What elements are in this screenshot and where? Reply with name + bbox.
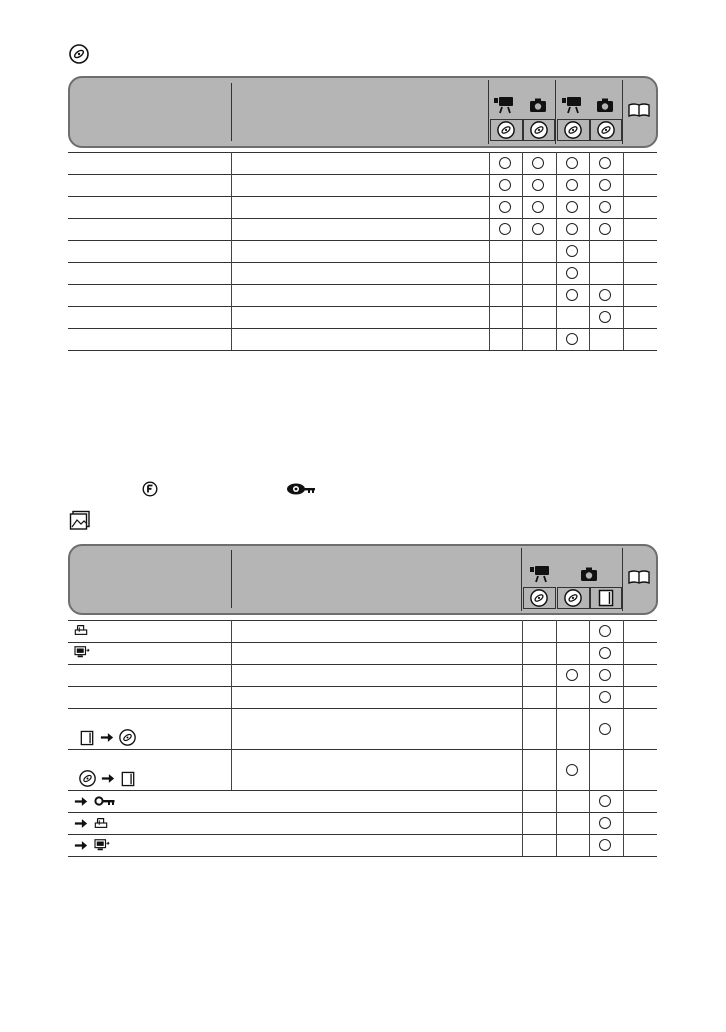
disc-icon <box>497 121 515 139</box>
arrow-right-icon <box>74 840 88 851</box>
availability-mark <box>499 179 511 191</box>
availability-mark <box>499 157 511 169</box>
eye-key-icon <box>286 482 316 496</box>
transfer-icon <box>94 838 110 852</box>
availability-mark <box>566 157 578 169</box>
book-icon <box>627 569 651 585</box>
availability-mark <box>566 223 578 235</box>
disc-icon <box>119 729 136 746</box>
availability-mark <box>599 691 611 703</box>
availability-mark <box>599 647 611 659</box>
availability-mark <box>599 669 611 681</box>
availability-mark <box>599 157 611 169</box>
book-icon <box>627 102 651 118</box>
arrow-right-icon <box>100 732 114 743</box>
disc-icon <box>79 770 96 787</box>
availability-mark <box>566 201 578 213</box>
availability-mark <box>599 625 611 637</box>
disc-icon <box>69 44 89 64</box>
disc-icon <box>564 589 582 607</box>
still-camera-icon <box>528 97 548 113</box>
availability-mark <box>566 289 578 301</box>
disc-icon <box>597 121 615 139</box>
print-icon <box>74 623 88 637</box>
still-camera-icon <box>595 97 615 113</box>
movie-camera-icon <box>560 95 584 115</box>
arrow-right-icon <box>74 796 88 807</box>
availability-mark <box>566 179 578 191</box>
transfer-icon <box>74 645 90 659</box>
availability-mark <box>599 179 611 191</box>
availability-mark <box>566 245 578 257</box>
memory-card-icon <box>598 589 614 607</box>
availability-mark <box>532 201 544 213</box>
availability-mark <box>599 839 611 851</box>
availability-mark <box>599 723 611 735</box>
movie-camera-icon <box>528 564 552 584</box>
availability-mark <box>566 764 578 776</box>
availability-mark <box>532 179 544 191</box>
disc-icon <box>530 121 548 139</box>
availability-mark <box>499 201 511 213</box>
availability-mark <box>566 669 578 681</box>
memory-card-icon <box>69 510 91 530</box>
availability-mark <box>499 223 511 235</box>
print-icon <box>94 816 108 830</box>
movie-camera-icon <box>492 95 516 115</box>
disc-icon <box>564 121 582 139</box>
arrow-right-icon <box>74 818 88 829</box>
arrow-right-icon <box>101 773 115 784</box>
availability-mark <box>532 223 544 235</box>
availability-mark <box>599 817 611 829</box>
availability-mark <box>566 333 578 345</box>
still-camera-icon <box>579 566 599 582</box>
availability-mark <box>599 289 611 301</box>
disc-icon <box>530 589 548 607</box>
availability-mark <box>599 311 611 323</box>
func-button-icon <box>142 481 158 497</box>
availability-mark <box>599 201 611 213</box>
availability-mark <box>599 223 611 235</box>
key-icon <box>94 795 116 807</box>
memory-card-icon <box>121 771 135 787</box>
availability-mark <box>532 157 544 169</box>
availability-mark <box>566 267 578 279</box>
availability-mark <box>599 795 611 807</box>
memory-card-icon <box>80 730 94 746</box>
